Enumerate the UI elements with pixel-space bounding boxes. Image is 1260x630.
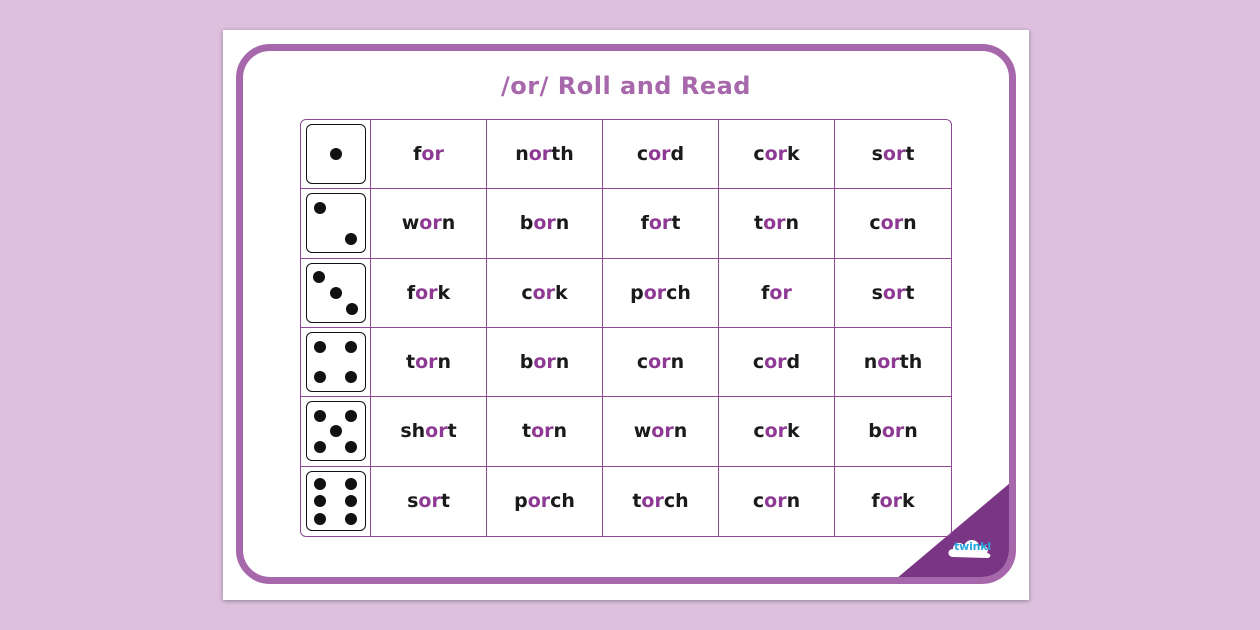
die-face-4-icon bbox=[306, 332, 366, 392]
word-part: k bbox=[437, 281, 451, 304]
word-part: sh bbox=[400, 420, 426, 443]
die-pip bbox=[314, 371, 326, 383]
word-part: k bbox=[555, 281, 568, 304]
die-cell bbox=[301, 397, 371, 466]
word-cell bbox=[487, 467, 603, 536]
word-part: c bbox=[752, 351, 765, 374]
or-grapheme: or bbox=[415, 351, 438, 374]
die-pip bbox=[314, 441, 326, 453]
word-cell bbox=[835, 328, 951, 397]
word-part: d bbox=[786, 351, 801, 374]
word-cell bbox=[719, 120, 835, 189]
or-grapheme: or bbox=[651, 420, 674, 443]
or-grapheme: or bbox=[533, 212, 556, 235]
word-part: t bbox=[671, 212, 681, 235]
die-pip bbox=[330, 148, 342, 160]
or-grapheme: or bbox=[764, 351, 787, 374]
or-grapheme: or bbox=[879, 490, 903, 513]
die-pip bbox=[314, 478, 326, 490]
or-grapheme: or bbox=[425, 420, 448, 443]
word-cell bbox=[603, 397, 719, 466]
word-part: c bbox=[753, 143, 765, 166]
word-part: n bbox=[555, 212, 570, 235]
die-pip bbox=[314, 202, 326, 214]
twinkl-logo: twinkl bbox=[954, 540, 991, 553]
word-part: b bbox=[519, 212, 534, 235]
or-grapheme: or bbox=[648, 143, 671, 166]
or-grapheme: or bbox=[533, 351, 556, 374]
die-pip bbox=[313, 271, 325, 283]
word-cell bbox=[487, 397, 603, 466]
word-part: ch bbox=[663, 490, 689, 513]
word-cell bbox=[719, 259, 835, 328]
word-part: n bbox=[555, 351, 570, 374]
or-grapheme: or bbox=[764, 420, 788, 443]
word-cell bbox=[487, 328, 603, 397]
word-part: f bbox=[640, 212, 649, 235]
or-grapheme: or bbox=[643, 281, 667, 304]
word-part: n bbox=[515, 143, 529, 166]
word-part: p bbox=[630, 281, 644, 304]
word-part: c bbox=[869, 212, 881, 235]
or-grapheme: or bbox=[421, 143, 444, 166]
die-cell bbox=[301, 467, 371, 536]
word-part: n bbox=[903, 212, 917, 235]
die-pip bbox=[345, 410, 357, 422]
word-part: p bbox=[514, 490, 528, 513]
word-part: n bbox=[863, 351, 878, 374]
or-grapheme: or bbox=[769, 281, 792, 304]
word-part: t bbox=[447, 420, 457, 443]
word-cell bbox=[835, 189, 951, 258]
word-cell bbox=[487, 189, 603, 258]
or-grapheme: or bbox=[415, 281, 438, 304]
or-grapheme: or bbox=[648, 351, 671, 374]
or-grapheme: or bbox=[528, 143, 552, 166]
or-grapheme: or bbox=[881, 420, 905, 443]
word-part: t bbox=[521, 420, 532, 443]
die-face-2-icon bbox=[306, 193, 366, 253]
word-part: th bbox=[899, 351, 923, 374]
word-part: c bbox=[521, 281, 533, 304]
word-cell bbox=[835, 397, 951, 466]
word-part: f bbox=[406, 281, 416, 304]
die-pip bbox=[345, 371, 357, 383]
word-part: n bbox=[437, 351, 452, 374]
die-cell bbox=[301, 189, 371, 258]
word-cell bbox=[487, 259, 603, 328]
worksheet bbox=[223, 30, 1029, 600]
word-part: n bbox=[786, 490, 801, 513]
word-cell bbox=[371, 120, 487, 189]
word-part: c bbox=[752, 490, 765, 513]
die-cell bbox=[301, 328, 371, 397]
word-cell bbox=[371, 259, 487, 328]
die-pip bbox=[345, 478, 357, 490]
word-part: s bbox=[407, 490, 419, 513]
word-part: n bbox=[904, 420, 918, 443]
die-face-3-icon bbox=[306, 263, 366, 323]
word-cell bbox=[371, 189, 487, 258]
word-part: t bbox=[753, 212, 764, 235]
or-grapheme: or bbox=[418, 490, 441, 513]
word-part: k bbox=[787, 420, 800, 443]
word-cell bbox=[603, 120, 719, 189]
word-part: c bbox=[753, 420, 765, 443]
word-cell bbox=[371, 467, 487, 536]
or-grapheme: or bbox=[764, 490, 787, 513]
word-cell bbox=[603, 328, 719, 397]
or-grapheme: or bbox=[532, 281, 556, 304]
word-part: n bbox=[553, 420, 568, 443]
word-cell bbox=[835, 467, 951, 536]
word-part: f bbox=[413, 143, 422, 166]
die-pip bbox=[314, 495, 326, 507]
word-part: b bbox=[519, 351, 534, 374]
or-grapheme: or bbox=[764, 143, 788, 166]
word-cell bbox=[487, 120, 603, 189]
word-cell bbox=[603, 189, 719, 258]
word-cell bbox=[835, 120, 951, 189]
word-cell bbox=[719, 397, 835, 466]
word-part: ch bbox=[550, 490, 575, 513]
word-cell bbox=[371, 397, 487, 466]
die-pip bbox=[345, 233, 357, 245]
word-part: s bbox=[871, 281, 883, 304]
die-cell bbox=[301, 259, 371, 328]
die-pip bbox=[314, 513, 326, 525]
or-grapheme: or bbox=[880, 212, 904, 235]
word-cell bbox=[603, 259, 719, 328]
word-part: t bbox=[440, 490, 450, 513]
die-pip bbox=[345, 495, 357, 507]
word-part: b bbox=[868, 420, 882, 443]
or-grapheme: or bbox=[419, 212, 442, 235]
die-pip bbox=[345, 341, 357, 353]
die-pip bbox=[345, 513, 357, 525]
die-pip bbox=[330, 425, 342, 437]
word-part: d bbox=[670, 143, 685, 166]
word-part: w bbox=[401, 212, 420, 235]
word-cell bbox=[719, 328, 835, 397]
word-cell bbox=[835, 259, 951, 328]
or-grapheme: or bbox=[641, 490, 664, 513]
die-face-5-icon bbox=[306, 401, 366, 461]
word-part: t bbox=[405, 351, 416, 374]
or-grapheme: or bbox=[882, 143, 906, 166]
word-part: t bbox=[632, 490, 642, 513]
roll-and-read-grid bbox=[300, 119, 952, 537]
word-cell bbox=[603, 467, 719, 536]
die-face-6-icon bbox=[306, 471, 366, 531]
or-grapheme: or bbox=[763, 212, 786, 235]
die-face-1-icon bbox=[306, 124, 366, 184]
word-part: t bbox=[905, 143, 915, 166]
word-part: f bbox=[871, 490, 880, 513]
page-title: /or/ Roll and Read bbox=[501, 72, 751, 100]
word-part: w bbox=[633, 420, 652, 443]
word-part: ch bbox=[666, 281, 691, 304]
word-part: n bbox=[785, 212, 800, 235]
or-grapheme: or bbox=[531, 420, 554, 443]
word-cell bbox=[719, 189, 835, 258]
die-pip bbox=[314, 410, 326, 422]
word-part: k bbox=[787, 143, 800, 166]
die-pip bbox=[346, 303, 358, 315]
word-part: k bbox=[902, 490, 915, 513]
word-part: t bbox=[905, 281, 915, 304]
die-cell bbox=[301, 120, 371, 189]
or-grapheme: or bbox=[527, 490, 551, 513]
word-part: n bbox=[673, 420, 688, 443]
word-cell bbox=[719, 467, 835, 536]
word-cell bbox=[371, 328, 487, 397]
die-pip bbox=[330, 287, 342, 299]
or-grapheme: or bbox=[877, 351, 900, 374]
die-pip bbox=[345, 441, 357, 453]
or-grapheme: or bbox=[882, 281, 906, 304]
word-part: th bbox=[551, 143, 574, 166]
or-grapheme: or bbox=[648, 212, 672, 235]
die-pip bbox=[314, 341, 326, 353]
word-part: n bbox=[441, 212, 456, 235]
word-part: s bbox=[871, 143, 883, 166]
word-part: c bbox=[636, 351, 649, 374]
word-part: n bbox=[670, 351, 685, 374]
word-part: c bbox=[636, 143, 649, 166]
word-part: f bbox=[761, 281, 770, 304]
